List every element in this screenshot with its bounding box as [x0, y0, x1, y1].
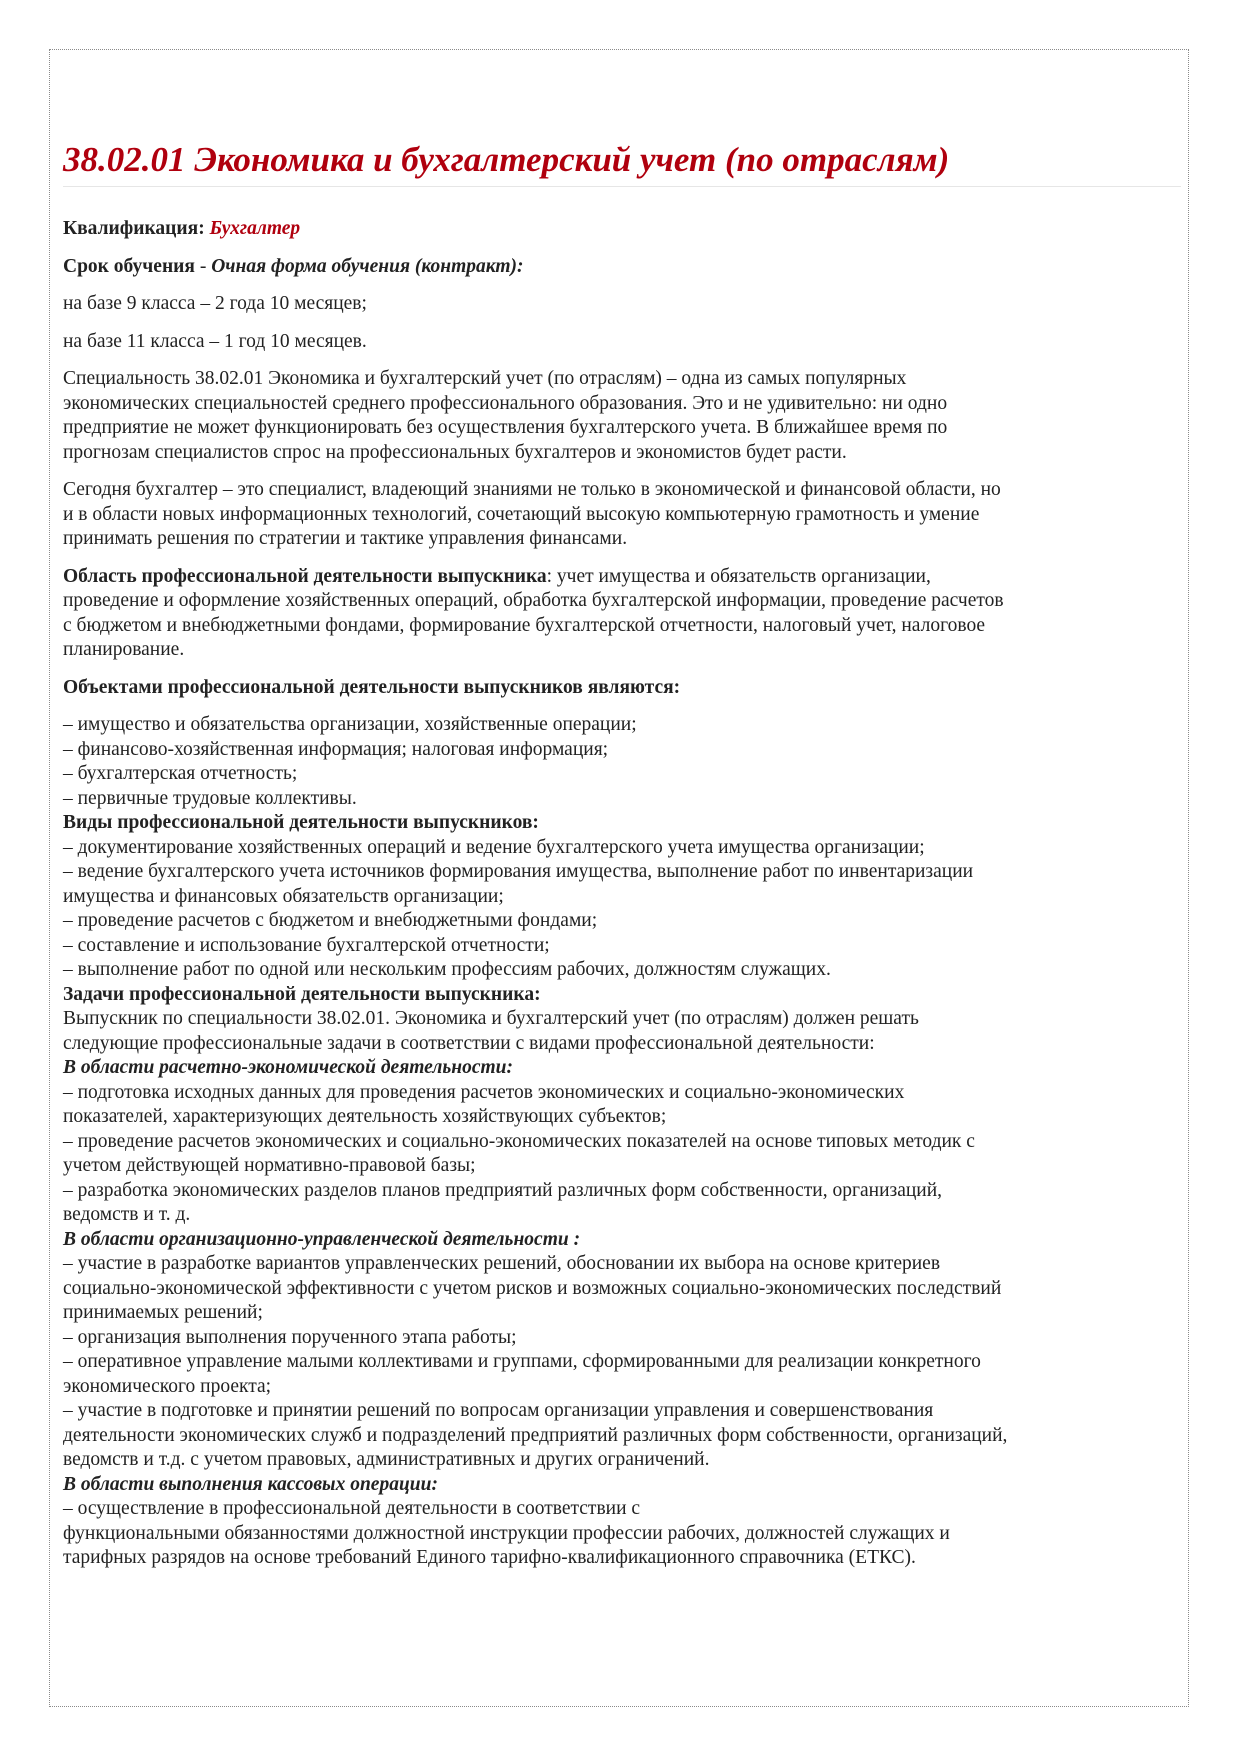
- area-label: Область профессиональной деятельности выпускника: [63, 565, 547, 587]
- intro-paragraph: [63, 367, 1181, 465]
- tasks-intro-line: Выпускник по специальности 38.02.01. Экономика и бухгалтерский учет (по отраслям) должен решать: [63, 1008, 919, 1029]
- org-line: – участие в разработке вариантов управленческих решений, обосновании их выбора на основе критериев: [63, 1253, 941, 1274]
- intro-line: экономических специальностей среднего профессионального образования. Это и не удивительно: ни одно: [63, 392, 948, 414]
- org-line: – организация выполнения порученного этапа работы;: [63, 1326, 517, 1348]
- org-line: экономического проекта;: [63, 1375, 272, 1397]
- study-term-separator: -: [194, 255, 212, 277]
- cash-line: – осуществление в профессиональной деятельности в соответствии с: [63, 1498, 641, 1519]
- area-first-line: [63, 565, 1181, 590]
- study-term-label: Срок обучения: [63, 255, 195, 277]
- cash-line: тарифных разрядов на основе требований Единого тарифно-квалификационного справочника (ЕТКС).: [63, 1547, 916, 1568]
- calc-line: – подготовка исходных данных для проведения расчетов экономических и социально-экономических: [63, 1081, 905, 1103]
- intro-line: предприятие не может функционировать без осуществления бухгалтерского учета. В ближайшее время по: [63, 417, 948, 438]
- objects-item: – бухгалтерская отчетность;: [63, 763, 298, 784]
- types-line: – выполнение работ по одной или нескольким профессиям рабочих, должностям служащих.: [63, 959, 831, 980]
- types-heading: Виды профессиональной деятельности выпускников:: [63, 812, 539, 833]
- types-line: – проведение расчетов с бюджетом и внебюджетными фондами;: [63, 910, 598, 931]
- org-line: – участие в подготовке и принятии решений по вопросам организации управления и совершенствования: [63, 1400, 934, 1421]
- tasks-heading: Задачи профессиональной деятельности выпускника:: [63, 983, 541, 1005]
- intro-line: прогнозам специалистов спрос на профессиональных бухгалтеров и экономистов будет расти.: [63, 441, 847, 463]
- qualification-label: Квалификация:: [63, 218, 205, 239]
- types-line: – ведение бухгалтерского учета источников формирования имущества, выполнение работ по инвентаризации: [63, 861, 974, 882]
- org-line: социально-экономической эффективности с учетом рисков и возможных социально-экономических последствий: [63, 1277, 1002, 1299]
- today-line: и в области новых информационных технологий, сочетающий высокую компьютерную грамотность и умение: [63, 503, 980, 525]
- objects-item: – финансово-хозяйственная информация; налоговая информация;: [63, 738, 609, 760]
- org-line: деятельности экономических служб и подразделений предприятий различных форм собственности, организаций,: [63, 1424, 1008, 1446]
- objects-item: – имущество и обязательства организации, хозяйственные операции;: [63, 714, 637, 735]
- objects-heading: Объектами профессиональной деятельности выпускников являются:: [63, 676, 681, 698]
- today-line: принимать решения по стратегии и тактике управления финансами.: [63, 528, 628, 549]
- area-paragraph: [63, 565, 1181, 663]
- tasks-intro-line: следующие профессиональные задачи в соответствии с видами профессиональной деятельности:: [63, 1032, 875, 1054]
- document-content: [63, 138, 1181, 1571]
- types-line: – документирование хозяйственных операций и ведение бухгалтерского учета имущества организации;: [63, 836, 925, 858]
- org-heading: В области организационно-управленческой деятельности :: [63, 1228, 581, 1250]
- types-line: – составление и использование бухгалтерской отчетности;: [63, 934, 550, 956]
- objects-item: – первичные трудовые коллективы.: [63, 787, 357, 809]
- objects-list: [63, 713, 1181, 1571]
- calc-line: показателей, характеризующих деятельность хозяйствующих субъектов;: [63, 1106, 667, 1127]
- calc-line: – проведение расчетов экономических и социально-экономических показателей на основе типовых методик с: [63, 1130, 975, 1152]
- page-title: 38.02.01 Экономика и бухгалтерский учет (по отраслям): [63, 138, 1181, 187]
- org-line: принимаемых решений;: [63, 1302, 263, 1323]
- area-first-line-rest: : учет имущества и обязательств организации,: [546, 565, 931, 587]
- area-line: планирование.: [63, 639, 185, 660]
- qualification: [63, 217, 1181, 242]
- calc-line: – разработка экономических разделов планов предприятий различных форм собственности, организаций,: [63, 1179, 943, 1201]
- qualification-value: Бухгалтер: [209, 218, 301, 239]
- term-base11: на базе 11 класса – 1 год 10 месяцев.: [63, 330, 367, 352]
- today-line: Сегодня бухгалтер – это специалист, владеющий знаниями не только в экономической и финансовой области, но: [63, 479, 1001, 500]
- org-line: – оперативное управление малыми коллективами и группами, сформированными для реализации конкретного: [63, 1351, 981, 1372]
- cash-heading: В области выполнения кассовых операции:: [63, 1473, 438, 1495]
- area-line: проведение и оформление хозяйственных операций, обработка бухгалтерской информации, проведение расчетов: [63, 590, 1004, 611]
- calc-line: ведомств и т. д.: [63, 1204, 191, 1225]
- today-paragraph: [63, 478, 1181, 552]
- study-term-form: Очная форма обучения (контракт):: [211, 255, 524, 277]
- org-line: ведомств и т.д. с учетом правовых, административных и других ограничений.: [63, 1449, 710, 1470]
- term-base9: на базе 9 класса – 2 года 10 месяцев;: [63, 293, 367, 314]
- intro-line: Специальность 38.02.01 Экономика и бухгалтерский учет (по отраслям) – одна из самых популярных: [63, 368, 907, 389]
- study-term: [63, 255, 1181, 280]
- calc-line: учетом действующей нормативно-правовой базы;: [63, 1155, 476, 1176]
- types-line: имущества и финансовых обязательств организации;: [63, 885, 504, 907]
- area-line: с бюджетом и внебюджетными фондами, формирование бухгалтерской отчетности, налоговый учет, налоговое: [63, 614, 986, 636]
- cash-line: функциональными обязанностями должностной инструкции профессии рабочих, должностей служащих и: [63, 1522, 950, 1544]
- calc-heading: В области расчетно-экономической деятельности:: [63, 1057, 513, 1078]
